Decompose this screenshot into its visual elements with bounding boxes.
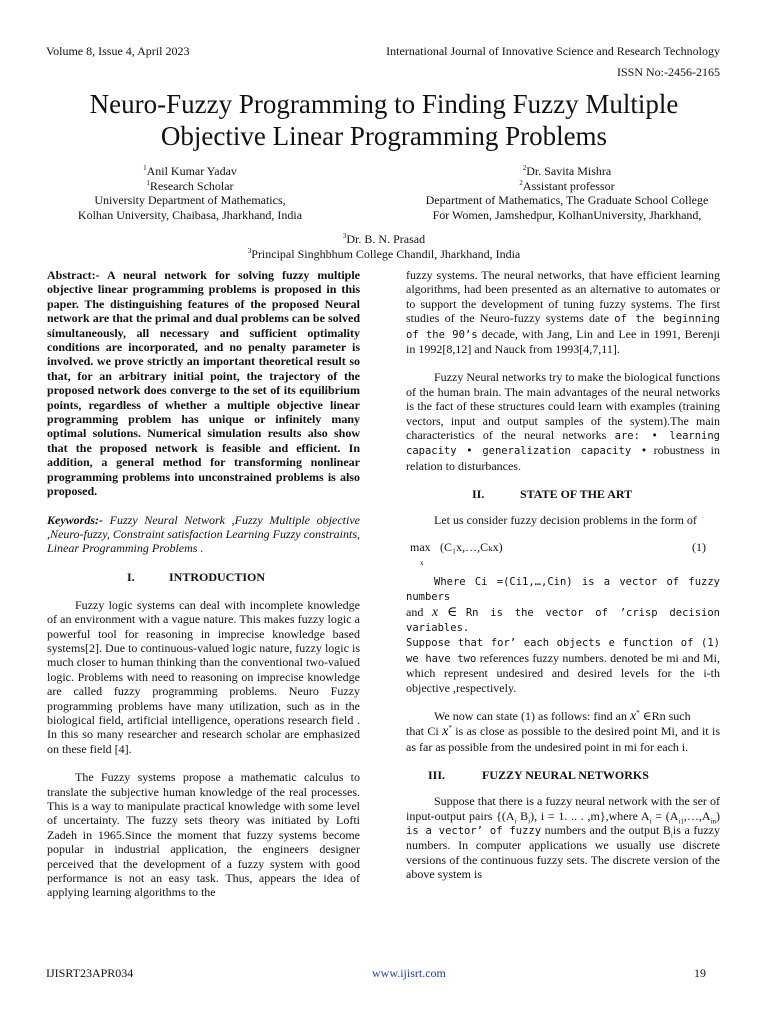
paper-id: IJISRT23APR034 bbox=[46, 966, 134, 980]
author-role: Assistant professor bbox=[522, 178, 615, 193]
eq-subscript: x bbox=[420, 558, 424, 567]
abstract-text: A neural network for solving fuzzy multiple objective linear programming problems is proposed in this paper. The distinguishing features of the proposed Neural network are that the primal and dual problems can be solved simultaneously, all necessary and sufficient optimality conditions are incorporated, and no penalty parameter is involved. we prove strictly an important theoretical result so that, for an arbitrary initial point, the trajectory of the proposed network does converge to the set of its equilibrium points, regardless of whether a multiple objective linear programming problem has unique or infinitely many optimal solutions. Numerical simulation results also show that the proposed network is feasible and efficient. In addition, a general method for transforming nonlinear programming problems into unconstrained problems is also proposed. bbox=[47, 268, 360, 499]
fnn-paragraph-1: Suppose that there is a fuzzy neural network with the ser of input-output pairs {($A_i$ $B_i$), i = 1. .. . ,m},where $A_i$ = $(A_{i1},\dots,A_{in})$ is a vector’ of fuzzy numbers and the output $B_iis$ a fuzzy numbers. In computer applications we usually use discrete versions of the continuous fuzzy sets. The discrete version of the above system is bbox=[406, 794, 721, 882]
keywords bbox=[47, 513, 360, 556]
author-name: Anil Kumar Yadav bbox=[146, 164, 237, 178]
author-third: $^3$Dr. B. N. Prasad $^3$Principal Singhbhum College Chandil, Jharkhand, India bbox=[247, 232, 521, 261]
left-column bbox=[47, 268, 360, 900]
author-dept: University Department of Mathematics, bbox=[94, 193, 286, 207]
section-heading-1 bbox=[47, 570, 360, 586]
intro-paragraph-2: The Fuzzy systems propose a mathematic calculus to translate the subjective human knowledge of the real processes. This is a way to manipulate practical knowledge with some level of uncertainty. The fuzzy sets theory was initiated by Lofti Zadeh in 1965.Since the moment that fuzzy systems become popular in industrial application, the engineers designer perceived that the development of a fuzzy system with good performance is not an easy task. Thus, appears the idea of applying learning algorithms to the bbox=[47, 770, 360, 900]
author-right: $^2$Dr. Savita Mishra $^2$Assistant professor Department of Mathematics, The Graduate School College For Women, Jamshedpur, KolhanUniversity, Jharkhand, bbox=[400, 164, 734, 222]
keywords-label: Keywords:- bbox=[47, 512, 103, 527]
section-heading-2 bbox=[406, 487, 720, 503]
right-paragraph-2: Fuzzy Neural networks try to make the biological functions of the human brain. The main advantages of the neural networks is the fact of these structures could learn with examples (training vectors, input and output samples of the system).The main characteristics of the neural networks are: • learning capacity • generalization capacity • robustness in relation to disturbances. bbox=[406, 370, 721, 473]
eq-number: (1) bbox=[692, 539, 706, 554]
journal-name: International Journal of Innovative Science and Research Technology bbox=[386, 44, 720, 58]
state-paragraph-1: Let us consider fuzzy decision problems in the form of bbox=[434, 513, 697, 528]
author-name: Dr. B. N. Prasad bbox=[346, 232, 426, 246]
intro-paragraph-1: Fuzzy logic systems can deal with incomplete knowledge of an environment with a vague nature. This makes fuzzy logic a powerful tool for reasoning in imprecise knowledge based systems[2]. Due to continuous-valued logic nature, fuzzy logic is much closer to human thinking than the conventional two-valued logic. Problems with need to reasoning on imprecise knowledge are called fuzzy programming problems. Neuro Fuzzy programming problems have many utilization, such as in the biological field, artificial intelligence, operations research field . In this so many researcher and research scholar are emphasized on these field [4]. bbox=[47, 597, 360, 756]
issn: ISSN No:-2456-2165 bbox=[616, 65, 720, 79]
state-paragraph-3: We now can state (1) as follows: find an x* ∈Rn such that Ci x* is as close as possible to the desired point Mi, and it is as far as possible from the undesired point in mi for each i. bbox=[406, 708, 720, 754]
title-line-2: Objective Linear Programming Problems bbox=[160, 121, 608, 151]
right-paragraph-1: fuzzy systems. The neural networks, that have efficient learning algorithms, had been presented as an alternative to automates or to support the development of tuning fuzzy systems. The first studies of the Neuro-fuzzy systems date of the beginning of the 90’s decade, with Jang, Lin and Lee in 1991, Berenji in 1992[8,12] and Nauck from 1993[4,7,11]. bbox=[406, 268, 721, 357]
title-line-1: Neuro-Fuzzy Programming to Finding Fuzzy Multiple bbox=[89, 89, 679, 119]
author-role: Research Scholar bbox=[149, 178, 234, 193]
keywords-text: Fuzzy Neural Network ,Fuzzy Multiple objective ,Neuro-fuzzy, Constraint satisfaction Learning Fuzzy constraints, Linear Programming Problems . bbox=[47, 512, 360, 556]
section-number: II. bbox=[472, 487, 485, 502]
eq-body: (C₁x,…,Cₖx) bbox=[440, 539, 503, 554]
author-name: Dr. Savita Mishra bbox=[526, 164, 612, 178]
author-inst: Kolhan University, Chaibasa, Jharkhand, India bbox=[77, 207, 303, 222]
section-title: INTRODUCTION bbox=[169, 569, 266, 584]
section-title: STATE OF THE ART bbox=[520, 487, 633, 502]
author-dept: Department of Mathematics, The Graduate School College bbox=[425, 193, 709, 207]
abstract bbox=[47, 268, 360, 499]
section-title: FUZZY NEURAL NETWORKS bbox=[482, 768, 649, 783]
section-heading-3 bbox=[406, 768, 720, 784]
right-column bbox=[406, 268, 720, 882]
equation-1 bbox=[406, 536, 720, 570]
journal-link[interactable]: www.ijisrt.com bbox=[372, 966, 446, 980]
paper-title bbox=[20, 88, 748, 152]
section-number: III. bbox=[428, 768, 446, 783]
page-number: 19 bbox=[694, 966, 706, 980]
author-inst: Principal Singhbhum College Chandil, Jharkhand, India bbox=[251, 246, 521, 261]
state-paragraph-2: Where Ci =(Ci1,…,Cin) is a vector of fuzzy numbers and x ∈ Rn is the vector of ’crisp decision variables. Suppose that for’ each objects e function of (1) we have two references fuzzy numbers. denoted be mi and Mi, which represent undesired and desired levels for the i-th objective ,respectively. bbox=[406, 575, 720, 695]
section-number: I. bbox=[127, 569, 135, 584]
author-inst: For Women, Jamshedpur, KolhanUniversity, Jharkhand, bbox=[432, 207, 702, 222]
abstract-label: Abstract:- bbox=[47, 268, 100, 282]
author-left: $^1$Anil Kumar Yadav $^1$Research Scholar University Department of Mathematics, Kolhan University, Chaibasa, Jharkhand, India bbox=[40, 164, 340, 222]
volume-info: Volume 8, Issue 4, April 2023 bbox=[46, 44, 190, 58]
eq-max: max bbox=[410, 539, 431, 554]
